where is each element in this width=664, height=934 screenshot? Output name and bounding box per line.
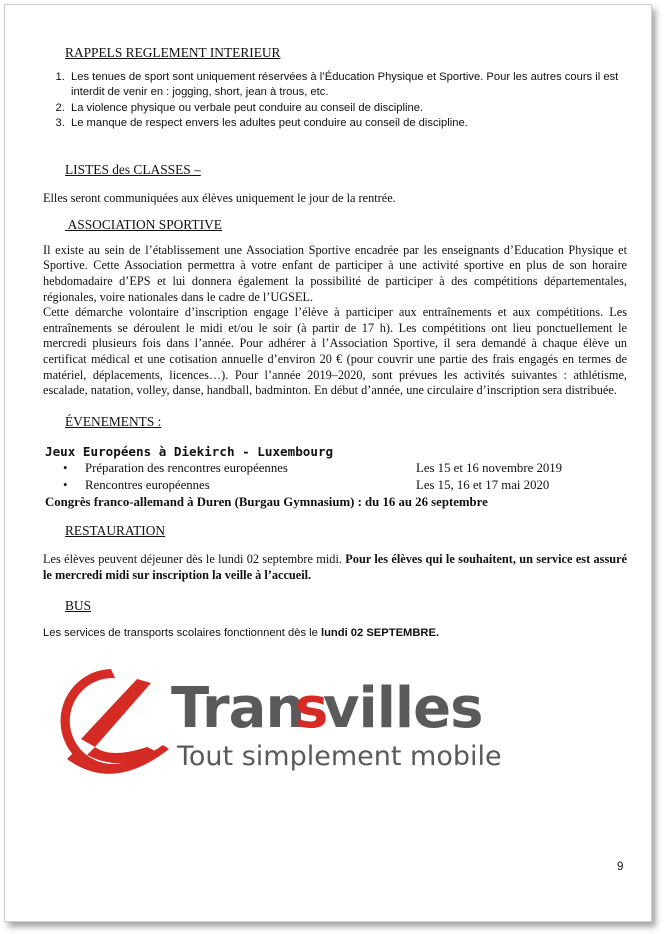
bullet-icon: • (63, 460, 68, 475)
svg-text:s: s (295, 676, 329, 741)
bus-heading: BUS (65, 597, 92, 613)
association-paragraph-1: Il existe au sein de l’établissement une Association Sportive encadrée par les enseignants d’Education Physique et Sportive. Cette Association permettra à votre enfant de participer à une activité sportive en plus de son horaire hebdomadaire d’EPS et lui donnera également la possibilité de participer à des compétitions départementales, régionales, voire nationales dans le cadre de l’UGSEL. (43, 242, 627, 304)
svg-text:villes: villes (323, 676, 483, 741)
svg-text:Tran: Tran (171, 676, 305, 741)
logo-emblem-icon (61, 669, 169, 774)
event-label: Préparation des rencontres européennes (85, 460, 288, 475)
rules-list (43, 70, 627, 132)
events-heading: ÉVENEMENTS : (65, 413, 162, 429)
rules-heading: RAPPELS REGLEMENT INTERIEUR (65, 45, 281, 60)
svg-text:Tout simplement mobile: Tout simplement mobile (177, 741, 502, 772)
restauration-normal: Les élèves peuvent déjeuner dès le lundi 02 septembre midi. (43, 552, 346, 567)
association-heading: ASSOCIATION SPORTIVE (65, 217, 222, 233)
document-page (4, 4, 652, 922)
rule-item: 2. La violence physique ou verbale peut conduire au conseil de discipline. (68, 101, 627, 117)
page-content (43, 45, 627, 642)
classes-text: Elles seront communiquées aux élèves uniquement le jour de la rentrée. (43, 190, 396, 205)
congres-line: Congrès franco-allemand à Duren (Burgau Gymnasium) : du 16 au 26 septembre (45, 494, 488, 509)
event-row (63, 460, 627, 477)
logo-wordmark (171, 676, 502, 772)
event-row (63, 477, 627, 494)
event-label: Rencontres européennes (85, 477, 210, 492)
rule-item: 3. Le manque de respect envers les adultes peut conduire au conseil de discipline. (68, 116, 627, 132)
restauration-heading: RESTAURATION (65, 522, 166, 538)
event-date: Les 15 et 16 novembre 2019 (416, 460, 563, 475)
bus-normal: Les services de transports scolaires fonctionnent dès le (43, 627, 321, 640)
bus-text (43, 626, 627, 642)
event-date: Les 15, 16 et 17 mai 2020 (416, 477, 550, 492)
transvilles-logo (51, 661, 502, 781)
restauration-bold: Pour les élèves qui le souhaitent, un service est assuré le mercredi midi sur inscription la veille à l’accueil. (43, 552, 627, 583)
bullet-icon: • (63, 477, 68, 492)
restauration-text (43, 552, 627, 583)
bus-bold: lundi 02 SEPTEMBRE. (320, 627, 440, 640)
page-number: 9 (617, 861, 624, 873)
association-paragraph-2: Cette démarche volontaire d’inscription engage l’élève à participer aux entraînements et aux compétitions. Les entraînements se déroulent le midi et/ou le soir (à partir de 17 h). Les compétitions ont lieu ponctuellement le mercredi plusieurs fois dans l’année. Pour adhérer à l’Association Sportive, il sera demandé à chaque élève un certificat médical et une cotisation annuelle d’environ 20 € (pour couvrir une partie des frais engagés en termes de matériel, déplacements, licences…). Pour l’année 2019–2020, sont prévues les activités suivantes : athlétisme, escalade, natation, volley, danse, handball, badminton. En début d’année, une circulaire d’inscription sera distribuée. (43, 305, 627, 398)
classes-heading: LISTES des CLASSES – (65, 161, 201, 177)
rule-item: 1. Les tenues de sport sont uniquement réservées à l’Éducation Physique et Sportive. Pour les autres cours il est interdit de venir en : jogging, short, jean à trous, etc. (68, 70, 627, 101)
events-subtitle: Jeux Européens à Diekirch - Luxembourg (45, 444, 334, 460)
